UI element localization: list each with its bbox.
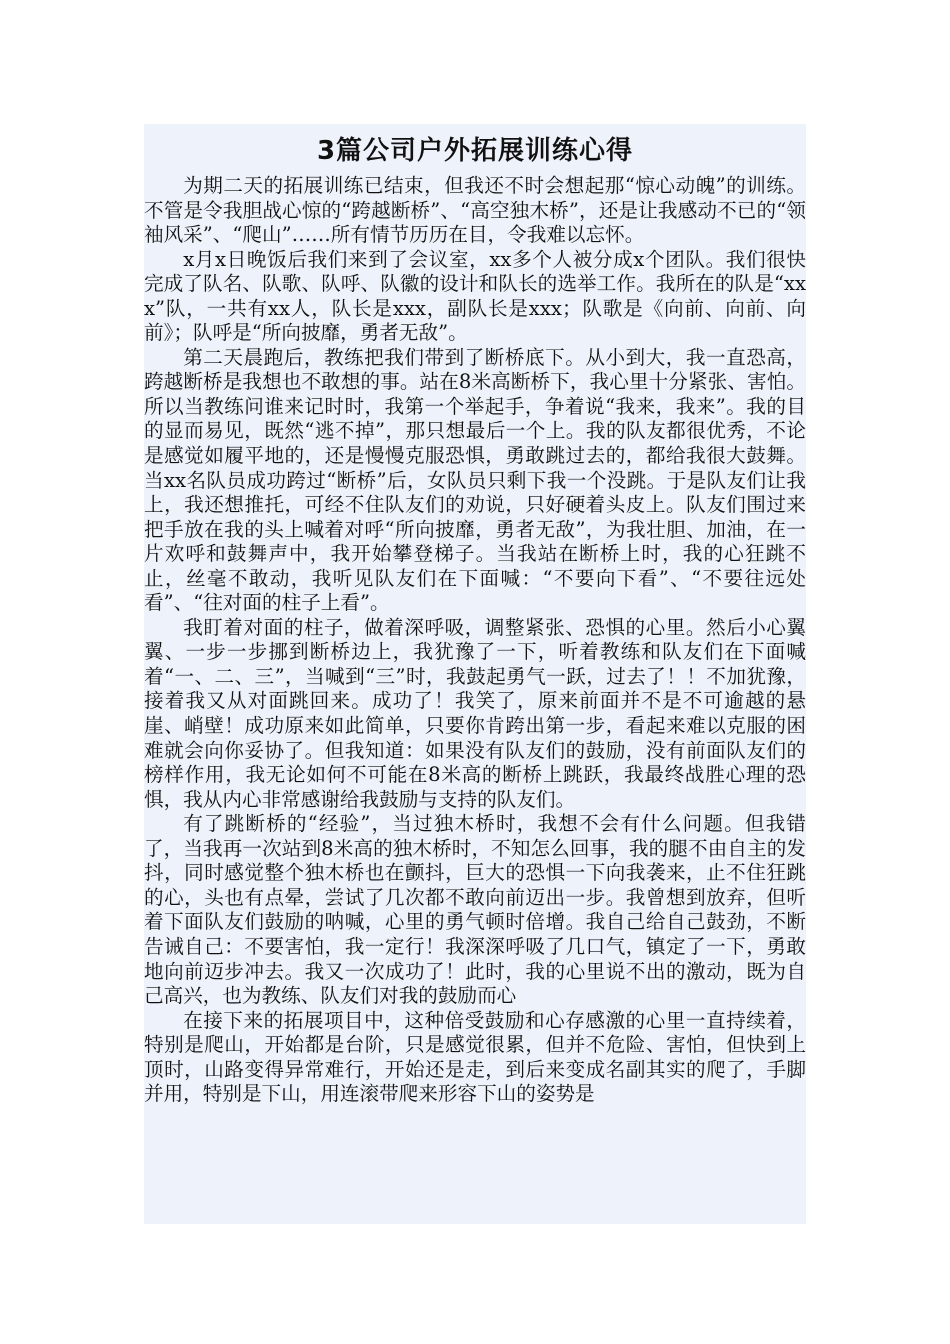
document-title: 3篇公司户外拓展训练心得: [316, 136, 634, 166]
paragraph-5: 有了跳断桥的“经验”，当过独木桥时，我想不会有什么问题。但我错了，当我再一次站到8米高的独木桥时，不知怎么回事，我的腿不由自主的发抖，同时感觉整个独木桥也在颤抖，巨大的恐惧一下向我袭来，止不住狂跳的心，头也有点晕，尝试了几次都不敢向前迈出一步。我曾想到放弃，但听着下面队友们鼓励的呐喊，心里的勇气顿时倍增。我自己给自己鼓劲，不断告诫自己：不要害怕，我一定行！我深深呼吸了几口气，镇定了一下，勇敢地向前迈步冲去。我又一次成功了！此时，我的心里说不出的激动，既为自己高兴，也为教练、队友们对我的鼓励而心: [144, 812, 806, 1008]
paragraph-3: 第二天晨跑后，教练把我们带到了断桥底下。从小到大，我一直恐高，跨越断桥是我想也不敢想的事。站在8米高断桥下，我心里十分紧张、害怕。所以当教练问谁来记时时，我第一个举起手，争着说“我来，我来”。我的目的显而易见，既然“逃不掉”，那只想最后一个上。我的队友都很优秀，不论是感觉如履平地的，还是慢慢克服恐惧，勇敢跳过去的，都给我很大鼓舞。当xx名队员成功跨过“断桥”后，女队员只剩下我一个没跳。于是队友们让我上，我还想推托，可经不住队友们的劝说，只好硬着头皮上。队友们围过来把手放在我的头上喊着对呼“所向披靡，勇者无敌”，为我壮胆、加油，在一片欢呼和鼓舞声中，我开始攀登梯子。当我站在断桥上时，我的心狂跳不止，丝毫不敢动，我听见队友们在下面喊：“不要向下看”、“不要往远处看”、“往对面的柱子上看”。: [144, 345, 806, 615]
paragraph-2: x月x日晚饭后我们来到了会议室，xx多个人被分成x个团队。我们很快完成了队名、队歌、队呼、队徽的设计和队长的选举工作。我所在的队是“xxx”队，一共有xx人，队长是xxx，副队长是xxx；队歌是《向前、向前、向前》；队呼是“所向披靡，勇者无敌”。: [144, 247, 806, 345]
paragraph-4: 我盯着对面的柱子，做着深呼吸，调整紧张、恐惧的心里。然后小心翼翼、一步一步挪到断桥边上，我犹豫了一下，听着教练和队友们在下面喊着“一、二、三”，当喊到“三”时，我鼓起勇气一跃，过去了！！不加犹豫，接着我又从对面跳回来。成功了！我笑了，原来前面并不是不可逾越的悬崖、峭壁！成功原来如此简单，只要你肯跨出第一步，看起来难以克服的困难就会向你妥协了。但我知道：如果没有队友们的鼓励，没有前面队友们的榜样作用，我无论如何不可能在8米高的断桥上跳跃，我最终战胜心理的恐惧，我从内心非常感谢给我鼓励与支持的队友们。: [144, 615, 806, 811]
paragraph-6: 在接下来的拓展项目中，这种倍受鼓励和心存感激的心里一直持续着，特别是爬山，开始都是台阶，只是感觉很累，但并不危险、害怕，但快到上顶时，山路变得异常难行，开始还是走，到后来变成名副其实的爬了，手脚并用，特别是下山，用连滚带爬来形容下山的姿势是: [144, 1008, 806, 1106]
paragraph-1: 为期二天的拓展训练已结束，但我还不时会想起那“惊心动魄”的训练。不管是令我胆战心惊的“跨越断桥”、“高空独木桥”，还是让我感动不已的“领袖风采”、“爬山”……所有情节历历在目，令我难以忘怀。: [144, 174, 806, 247]
document-text-block: [144, 124, 806, 1224]
